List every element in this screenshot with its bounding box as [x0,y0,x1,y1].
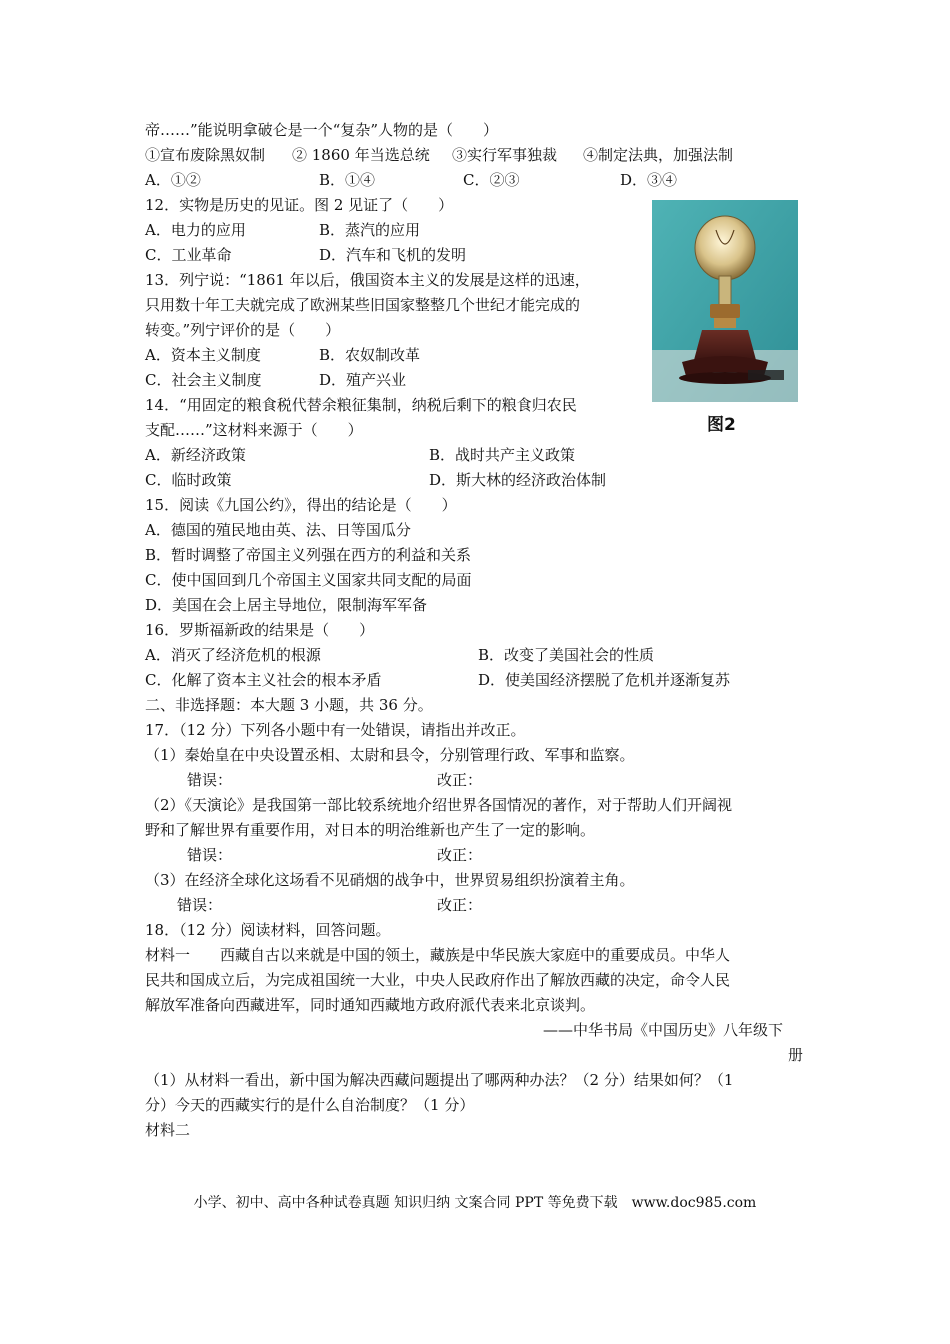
q13-stem-1: 13．列宁说：“1861 年以后，俄国资本主义的发展是这样的迅速， [145,271,590,289]
q18-stem: 18．（12 分）阅读材料，回答问题。 [145,921,391,939]
q13-stem-3: 转变。”列宁评价的是（ ） [145,321,341,339]
section-2-heading: 二、非选择题：本大题 3 小题，共 36 分。 [145,696,433,714]
correction-label: 改正： [437,896,483,914]
q13-choice-a: A．资本主义制度 [145,346,261,364]
q16-stem: 16．罗斯福新政的结果是（ ） [145,621,375,639]
correction-label: 改正： [437,846,483,864]
q11-option-2: ② 1860 年当选总统 [292,146,430,164]
q16-choice-c: C．化解了资本主义社会的根本矛盾 [145,671,382,689]
q17-part-2b: 野和了解世界有重要作用，对日本的明治维新也产生了一定的影响。 [145,821,596,839]
q11-choice-a: A．①② [145,171,201,189]
q18-material-1-line-2: 民共和国成立后，为完成祖国统一大业，中央人民政府作出了解放西藏的决定，命令人民 [145,971,731,989]
figure-2-lightbulb-photo [652,200,798,402]
q11-option-1: ①宣布废除黑奴制 [145,146,266,164]
q14-choice-c: C．临时政策 [145,471,232,489]
q14-stem-2: 支配……”这材料来源于（ ） [145,421,363,439]
q11-option-4: ④制定法典，加强法制 [583,146,734,164]
error-label: 错误： [187,771,233,789]
q11-choice-b: B．①④ [319,171,376,189]
q14-choice-a: A．新经济政策 [145,446,246,464]
q14-stem-1: 14．“用固定的粮食税代替余粮征集制，纳税后剩下的粮食归农民 [145,396,577,414]
lightbulb-image [652,200,798,402]
q11-choice-c: C．②③ [463,171,520,189]
q12-choice-b: B．蒸汽的应用 [319,221,421,239]
q18-source-line-2: 册 [788,1046,804,1064]
q11-choice-d: D．③④ [620,171,678,189]
q15-choice-d: D．美国在会上居主导地位，限制海军军备 [145,596,428,614]
q13-choice-b: B．农奴制改革 [319,346,421,364]
error-label: 错误： [177,896,223,914]
correction-label: 改正： [437,771,483,789]
q13-choice-c: C．社会主义制度 [145,371,262,389]
q14-choice-d: D．斯大林的经济政治体制 [429,471,607,489]
q13-stem-2: 只用数十年工夫就完成了欧洲某些旧国家整整几个世纪才能完成的 [145,296,581,314]
q17-stem: 17．（12 分）下列各小题中有一处错误，请指出并改正。 [145,721,526,739]
q15-choice-c: C．使中国回到几个帝国主义国家共同支配的局面 [145,571,472,589]
q12-choice-c: C．工业革命 [145,246,232,264]
q11-stem-tail: 帝……”能说明拿破仑是一个“复杂”人物的是（ ） [145,121,499,139]
q15-choice-a: A．德国的殖民地由英、法、日等国瓜分 [145,521,411,539]
q12-stem: 12．实物是历史的见证。图 2 见证了（ ） [145,196,454,214]
q12-choice-d: D．汽车和飞机的发明 [319,246,467,264]
q18-material-2-label: 材料二 [145,1121,191,1139]
q18-source-line-1: ——中华书局《中国历史》八年级下 [543,1021,784,1039]
q16-choice-d: D．使美国经济摆脱了危机并逐渐复苏 [478,671,731,689]
q15-stem: 15．阅读《九国公约》，得出的结论是（ ） [145,496,457,514]
q16-choice-b: B．改变了美国社会的性质 [478,646,655,664]
figure-caption: 图2 [707,415,736,435]
q15-choice-b: B．暂时调整了帝国主义列强在西方的利益和关系 [145,546,472,564]
q13-choice-d: D．殖产兴业 [319,371,407,389]
q18-material-1-line-1: 材料一 西藏自古以来就是中国的领土，藏族是中华民族大家庭中的重要成员。中华人 [145,946,731,964]
q17-part-2a: （2）《天演论》是我国第一部比较系统地介绍世界各国情况的著作，对于帮助人们开阔视 [145,796,733,814]
error-label: 错误： [187,846,233,864]
page-footer: 小学、初中、高中各种试卷真题 知识归纳 文案合同 PPT 等免费下载 www.doc985.com [193,1195,757,1211]
q18-material-1-line-3: 解放军准备向西藏进军，同时通知西藏地方政府派代表来北京谈判。 [145,996,596,1014]
q16-choice-a: A．消灭了经济危机的根源 [145,646,321,664]
q12-choice-a: A．电力的应用 [145,221,246,239]
q14-choice-b: B．战时共产主义政策 [429,446,576,464]
q11-option-3: ③实行军事独裁 [452,146,558,164]
q18-question-1-line-2: 分）今天的西藏实行的是什么自治制度？（1 分） [145,1096,475,1114]
q17-part-1: （1）秦始皇在中央设置丞相、太尉和县令，分别管理行政、军事和监察。 [145,746,635,764]
q17-part-3: （3）在经济全球化这场看不见硝烟的战争中，世界贸易组织扮演着主角。 [145,871,635,889]
q18-question-1-line-1: （1）从材料一看出，新中国为解决西藏问题提出了哪两种办法？（2 分）结果如何？（1 [145,1071,734,1089]
